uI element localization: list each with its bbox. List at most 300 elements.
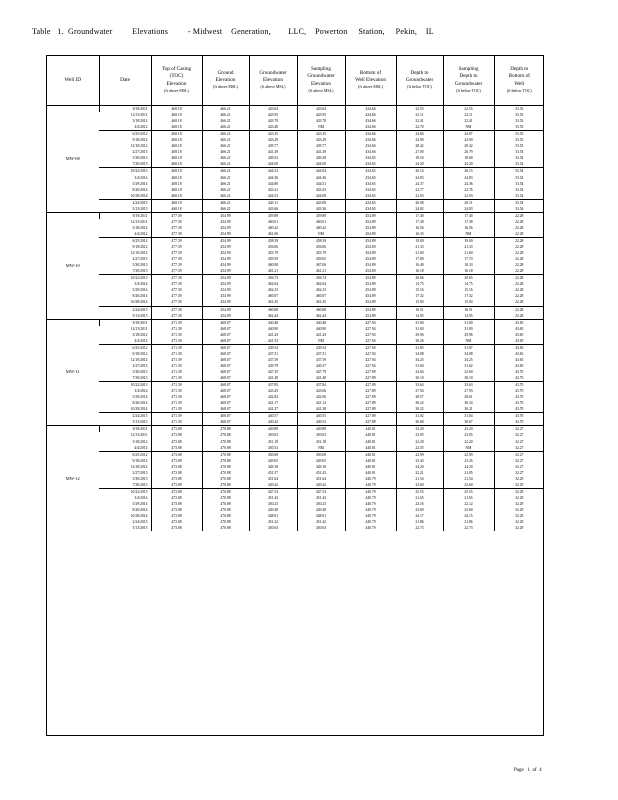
value-cell: 477.39 bbox=[151, 231, 202, 238]
value-cell: 466.21 bbox=[202, 106, 249, 113]
date-cell: 7/30/2013 bbox=[132, 376, 148, 381]
value-cell: 21.33 bbox=[443, 244, 494, 250]
value-cell: 21.60 bbox=[443, 250, 494, 256]
value-cell: 437.31 bbox=[297, 351, 345, 357]
value-cell: 450.53 bbox=[249, 445, 297, 452]
value-cell: 471.39 bbox=[151, 319, 202, 326]
value-cell: 470.88 bbox=[202, 513, 249, 519]
value-cell: 443.11 bbox=[249, 199, 297, 206]
value-cell: 466.21 bbox=[202, 206, 249, 213]
value-cell: 471.39 bbox=[151, 382, 202, 389]
value-cell: 22.03 bbox=[396, 193, 443, 200]
date-cell: 8/18/2011 bbox=[99, 426, 151, 433]
value-cell: 466.21 bbox=[202, 199, 249, 206]
value-cell: 473.08 bbox=[151, 525, 202, 531]
value-cell: 43.70 bbox=[494, 388, 544, 394]
value-cell: 440.79 bbox=[345, 519, 396, 525]
value-cell: 17.40 bbox=[443, 212, 494, 219]
value-cell: 441.53 bbox=[249, 338, 297, 345]
value-cell: 23.60 bbox=[443, 369, 494, 375]
value-cell: 443.64 bbox=[297, 106, 345, 113]
value-cell: 439.54 bbox=[297, 344, 345, 351]
value-cell: 468.07 bbox=[202, 406, 249, 413]
value-cell: 43.65 bbox=[494, 332, 544, 338]
value-cell: NM bbox=[297, 124, 345, 131]
value-cell: 459.88 bbox=[297, 212, 345, 219]
value-cell: 43.70 bbox=[494, 369, 544, 375]
value-cell: 440.48 bbox=[297, 319, 345, 326]
value-cell: 33.54 bbox=[494, 155, 544, 161]
value-cell: 441.43 bbox=[297, 332, 345, 338]
value-cell: 33.53 bbox=[494, 137, 544, 143]
value-cell: 460.07 bbox=[297, 293, 345, 299]
value-cell: 22.28 bbox=[494, 225, 544, 231]
value-cell: 468.07 bbox=[202, 382, 249, 389]
value-cell: 24.17 bbox=[396, 513, 443, 519]
date-cell: 5/30/2013 bbox=[132, 369, 148, 374]
value-cell: 441.49 bbox=[297, 149, 345, 155]
value-cell: 454.89 bbox=[345, 306, 396, 313]
col-header bbox=[396, 56, 443, 106]
value-cell: 462.23 bbox=[297, 287, 345, 293]
value-cell: 14.75 bbox=[443, 281, 494, 287]
value-cell: 22.11 bbox=[443, 112, 494, 118]
value-cell: 443.48 bbox=[249, 124, 297, 131]
date-cell: 12/10/2012 bbox=[130, 357, 148, 362]
value-cell: 458.39 bbox=[249, 237, 297, 244]
date-cell: 10/28/2014 bbox=[130, 514, 148, 519]
value-cell: 427.94 bbox=[345, 344, 396, 351]
value-cell: 468.07 bbox=[202, 375, 249, 382]
value-cell: 22.70 bbox=[396, 124, 443, 131]
value-cell: 24.84 bbox=[396, 131, 443, 138]
value-cell: 460.01 bbox=[249, 219, 297, 225]
date-cell: 12/10/2012 bbox=[130, 144, 148, 149]
value-cell: 470.88 bbox=[202, 445, 249, 452]
value-cell: 454.99 bbox=[202, 306, 249, 313]
value-cell: 22.28 bbox=[494, 244, 544, 250]
value-cell: 22.03 bbox=[443, 193, 494, 200]
value-cell: 29.96 bbox=[396, 332, 443, 338]
value-cell: 17.40 bbox=[396, 212, 443, 219]
value-cell: 471.39 bbox=[151, 369, 202, 375]
value-cell: 466.21 bbox=[202, 149, 249, 155]
col-header-label: Sampling Groundwater Elevation bbox=[307, 66, 335, 87]
value-cell: 19.00 bbox=[443, 237, 494, 244]
value-cell: 16.51 bbox=[396, 306, 443, 313]
value-cell: 470.88 bbox=[202, 464, 249, 470]
value-cell: 473.08 bbox=[151, 495, 202, 501]
value-cell: 441.37 bbox=[249, 406, 297, 413]
value-cell: 22.55 bbox=[443, 106, 494, 113]
value-cell: 468.18 bbox=[151, 106, 202, 113]
value-cell: 468.07 bbox=[202, 400, 249, 406]
date-cell: 6/25/2012 bbox=[99, 344, 151, 351]
date-cell: 8/18/2011 bbox=[99, 319, 151, 326]
date-cell: 3/4/2014 bbox=[134, 389, 148, 394]
value-cell: 33.53 bbox=[494, 118, 544, 124]
date-cell: 5/29/2014 bbox=[132, 288, 148, 293]
value-cell: 21.65 bbox=[396, 495, 443, 501]
value-cell: 15.94 bbox=[396, 299, 443, 306]
value-cell: 437.59 bbox=[249, 357, 297, 363]
value-cell: 23.05 bbox=[443, 432, 494, 438]
date-cell: 7/30/2013 bbox=[132, 269, 148, 274]
value-cell: 22.28 bbox=[494, 262, 544, 268]
date-cell: 2/24/2015 bbox=[99, 413, 151, 420]
col-header bbox=[202, 56, 249, 106]
value-cell: 442.82 bbox=[249, 394, 297, 400]
value-cell: 33.54 bbox=[494, 181, 544, 187]
value-cell: 477.39 bbox=[151, 237, 202, 244]
date-cell: 2/27/2013 bbox=[132, 470, 148, 475]
value-cell: 22.99 bbox=[396, 451, 443, 458]
value-cell: 470.88 bbox=[202, 432, 249, 438]
value-cell: 468.07 bbox=[202, 338, 249, 345]
value-cell: 477.39 bbox=[151, 219, 202, 225]
value-cell: 434.66 bbox=[345, 112, 396, 118]
value-cell: 14.75 bbox=[396, 281, 443, 287]
value-cell: 451.18 bbox=[297, 438, 345, 444]
value-cell: 43.65 bbox=[494, 363, 544, 369]
value-cell: 461.45 bbox=[297, 299, 345, 306]
table-body bbox=[47, 106, 544, 532]
value-cell: 33.63 bbox=[443, 382, 494, 389]
value-cell: 22.28 bbox=[494, 212, 544, 219]
value-cell: 468.18 bbox=[151, 137, 202, 143]
value-cell: 443.29 bbox=[297, 137, 345, 143]
value-cell: 444.04 bbox=[297, 168, 345, 175]
value-cell: 454.99 bbox=[202, 293, 249, 299]
value-cell: 24.90 bbox=[396, 137, 443, 143]
value-cell: 24.20 bbox=[443, 464, 494, 470]
value-cell: 471.39 bbox=[151, 400, 202, 406]
value-cell: 434.65 bbox=[345, 168, 396, 175]
date-cell: 6/25/2012 bbox=[99, 237, 151, 244]
col-header-unit: (ft above MSL) bbox=[358, 84, 383, 89]
value-cell: 34.25 bbox=[443, 357, 494, 363]
value-cell: 477.39 bbox=[151, 212, 202, 219]
value-cell: 24.36 bbox=[443, 181, 494, 187]
col-header-unit: (ft above MSL) bbox=[213, 84, 238, 89]
value-cell: 443.41 bbox=[249, 187, 297, 193]
date-cell: 4/4/2012 bbox=[134, 338, 148, 343]
value-cell: 449.65 bbox=[249, 458, 297, 464]
value-cell: NM bbox=[297, 338, 345, 345]
date-cell: 8/26/2014 bbox=[132, 401, 148, 406]
value-cell: 43.65 bbox=[494, 319, 544, 326]
value-cell: 439.54 bbox=[249, 344, 297, 351]
value-cell: 427.94 bbox=[345, 326, 396, 332]
col-header bbox=[345, 56, 396, 106]
value-cell: 454.89 bbox=[345, 293, 396, 299]
value-cell: 441.49 bbox=[249, 149, 297, 155]
value-cell: 440.79 bbox=[345, 525, 396, 531]
date-cell: 10/28/2014 bbox=[130, 193, 148, 198]
value-cell: 22.28 bbox=[494, 231, 544, 238]
value-cell: 22.28 bbox=[494, 256, 544, 262]
value-cell: 23.45 bbox=[443, 458, 494, 464]
value-cell: 454.99 bbox=[202, 281, 249, 287]
col-header bbox=[297, 56, 345, 106]
value-cell: 451.22 bbox=[249, 519, 297, 525]
value-cell: 454.89 bbox=[345, 212, 396, 219]
value-cell: 460.07 bbox=[249, 293, 297, 299]
date-cell: 5/13/2015 bbox=[132, 313, 148, 318]
date-cell: 3/4/2014 bbox=[134, 175, 148, 180]
date-cell: 5/30/2013 bbox=[132, 263, 148, 268]
value-cell: 434.66 bbox=[345, 106, 396, 113]
value-cell: 33.53 bbox=[494, 149, 544, 155]
value-cell: 440.79 bbox=[345, 476, 396, 482]
value-cell: 468.18 bbox=[151, 199, 202, 206]
value-cell: 466.21 bbox=[202, 168, 249, 175]
value-cell: 466.21 bbox=[202, 155, 249, 161]
date-cell: 10/22/2013 bbox=[99, 488, 151, 495]
date-cell: 8/18/2011 bbox=[99, 106, 151, 113]
value-cell: 454.99 bbox=[202, 299, 249, 306]
date-cell: 12/13/2011 bbox=[130, 326, 148, 331]
value-cell: 33.54 bbox=[494, 175, 544, 181]
value-cell: 471.39 bbox=[151, 394, 202, 400]
value-cell: 26.79 bbox=[443, 149, 494, 155]
value-cell: 434.66 bbox=[345, 131, 396, 138]
value-cell: 440.79 bbox=[345, 482, 396, 489]
value-cell: 22.76 bbox=[443, 187, 494, 193]
well-id: MW-11 bbox=[47, 319, 99, 426]
header-row bbox=[47, 56, 544, 106]
value-cell: 19.00 bbox=[396, 237, 443, 244]
value-cell: 427.94 bbox=[345, 319, 396, 326]
value-cell: 449.88 bbox=[249, 426, 297, 433]
value-cell: 43.65 bbox=[494, 344, 544, 351]
value-cell: 443.66 bbox=[249, 206, 297, 213]
value-cell: 468.18 bbox=[151, 112, 202, 118]
value-cell: 454.89 bbox=[345, 299, 396, 306]
value-cell: 31.02 bbox=[396, 413, 443, 420]
value-cell: 450.23 bbox=[297, 501, 345, 507]
value-cell: 434.66 bbox=[345, 118, 396, 124]
value-cell: 33.54 bbox=[494, 161, 544, 168]
col-header bbox=[249, 56, 297, 106]
value-cell: 461.06 bbox=[249, 231, 297, 238]
value-cell: 444.36 bbox=[249, 175, 297, 181]
value-cell: 460.42 bbox=[249, 225, 297, 231]
value-cell: 454.89 bbox=[345, 225, 396, 231]
value-cell: 15.94 bbox=[443, 299, 494, 306]
value-cell: 454.89 bbox=[345, 313, 396, 320]
value-cell: 456.74 bbox=[297, 275, 345, 282]
col-header-label: Bottom of Well Elevation bbox=[355, 69, 386, 83]
value-cell: 32.29 bbox=[494, 495, 544, 501]
date-cell: 9/18/2012 bbox=[132, 458, 148, 463]
value-cell: 25.55 bbox=[443, 488, 494, 495]
table-title: Table 1. Groundwater Elevations - Midwest Generation, LLC, Powerton Station, Pekin, IL bbox=[32, 27, 434, 36]
value-cell: 21.65 bbox=[443, 495, 494, 501]
value-cell: 444.36 bbox=[297, 175, 345, 181]
value-cell: 427.89 bbox=[345, 419, 396, 426]
value-cell: 427.94 bbox=[345, 357, 396, 363]
value-cell: 443.66 bbox=[297, 388, 345, 394]
value-cell: 454.89 bbox=[345, 287, 396, 293]
date-cell: 8/26/2014 bbox=[132, 508, 148, 513]
value-cell: 31.60 bbox=[396, 363, 443, 369]
value-cell: 16.51 bbox=[443, 306, 494, 313]
value-cell: 454.99 bbox=[202, 219, 249, 225]
value-cell: 468.07 bbox=[202, 319, 249, 326]
value-cell: 434.65 bbox=[345, 187, 396, 193]
value-cell: 468.07 bbox=[202, 419, 249, 426]
value-cell: 30.10 bbox=[396, 375, 443, 382]
value-cell: 33.53 bbox=[494, 143, 544, 149]
value-cell: 471.39 bbox=[151, 338, 202, 345]
value-cell: 427.89 bbox=[345, 369, 396, 375]
col-header-label: Sampling Depth to Groundwater bbox=[454, 66, 483, 87]
value-cell: 31.85 bbox=[396, 344, 443, 351]
value-cell: 466.21 bbox=[202, 175, 249, 181]
value-cell: 440.81 bbox=[345, 432, 396, 438]
value-cell: 450.63 bbox=[297, 525, 345, 531]
value-cell: 24.83 bbox=[396, 175, 443, 181]
value-cell: 460.90 bbox=[249, 262, 297, 268]
value-cell: 32.27 bbox=[494, 464, 544, 470]
value-cell: 468.18 bbox=[151, 149, 202, 155]
value-cell: 449.28 bbox=[297, 155, 345, 161]
value-cell: 449.48 bbox=[297, 507, 345, 513]
value-cell: 443.36 bbox=[297, 206, 345, 213]
value-cell: 14.95 bbox=[396, 313, 443, 320]
value-cell: 32.29 bbox=[494, 488, 544, 495]
value-cell: 16.33 bbox=[396, 231, 443, 238]
value-cell: 462.44 bbox=[249, 313, 297, 320]
value-cell: 460.88 bbox=[297, 306, 345, 313]
value-cell: 28.42 bbox=[396, 143, 443, 149]
date-cell: 5/13/2015 bbox=[132, 206, 148, 211]
date-cell: 7/30/2013 bbox=[132, 482, 148, 487]
value-cell: 21.54 bbox=[396, 476, 443, 482]
value-cell: 454.99 bbox=[202, 244, 249, 250]
col-header-unit: (ft above MSL) bbox=[260, 84, 286, 89]
value-cell: 26.08 bbox=[396, 199, 443, 206]
value-cell: 24.37 bbox=[396, 181, 443, 187]
value-cell: 15.16 bbox=[443, 287, 494, 293]
value-cell: 43.70 bbox=[494, 375, 544, 382]
value-cell: 468.18 bbox=[151, 168, 202, 175]
value-cell: 471.39 bbox=[151, 326, 202, 332]
value-cell: 32.27 bbox=[494, 438, 544, 444]
value-cell: 468.18 bbox=[151, 187, 202, 193]
date-cell: 2/24/2015 bbox=[99, 306, 151, 313]
value-cell: 461.21 bbox=[249, 268, 297, 275]
value-cell: 26.15 bbox=[443, 168, 494, 175]
value-cell: 444.52 bbox=[249, 168, 297, 175]
col-header-unit: (ft above MSL) bbox=[164, 87, 189, 93]
value-cell: 28.42 bbox=[443, 143, 494, 149]
value-cell: 33.53 bbox=[494, 124, 544, 131]
value-cell: 454.89 bbox=[345, 231, 396, 238]
value-cell: 454.99 bbox=[202, 287, 249, 293]
col-header-label: Depth to Bottom of Well bbox=[508, 66, 530, 87]
value-cell: 454.99 bbox=[202, 231, 249, 238]
value-cell: 440.55 bbox=[297, 413, 345, 420]
col-header bbox=[494, 56, 544, 106]
value-cell: 440.81 bbox=[345, 470, 396, 476]
col-header-label: Depth to Groundwater bbox=[405, 69, 434, 83]
value-cell: 43.70 bbox=[494, 413, 544, 420]
value-cell: 43.70 bbox=[494, 394, 544, 400]
value-cell: 439.77 bbox=[297, 143, 345, 149]
date-cell: 3/4/2014 bbox=[134, 495, 148, 500]
value-cell: 10.33 bbox=[443, 262, 494, 268]
value-cell: 477.39 bbox=[151, 306, 202, 313]
value-cell: 31.00 bbox=[396, 326, 443, 332]
value-cell: 468.07 bbox=[202, 357, 249, 363]
value-cell: 477.39 bbox=[151, 225, 202, 231]
value-cell: 33.53 bbox=[494, 112, 544, 118]
value-cell: 31.87 bbox=[443, 344, 494, 351]
value-cell: 440.90 bbox=[297, 326, 345, 332]
col-header-label: Well ID bbox=[64, 76, 81, 83]
value-cell: 434.66 bbox=[345, 137, 396, 143]
value-cell: 451.43 bbox=[297, 495, 345, 501]
value-cell: 454.89 bbox=[345, 256, 396, 262]
value-cell: 447.53 bbox=[249, 488, 297, 495]
value-cell: 454.89 bbox=[345, 237, 396, 244]
value-cell: 16.18 bbox=[396, 268, 443, 275]
value-cell: NM bbox=[443, 338, 494, 345]
value-cell: 443.95 bbox=[249, 112, 297, 118]
value-cell: 451.43 bbox=[249, 495, 297, 501]
value-cell: 20.66 bbox=[396, 275, 443, 282]
value-cell: 441.43 bbox=[249, 332, 297, 338]
value-cell: 22.28 bbox=[494, 293, 544, 299]
value-cell: 449.88 bbox=[297, 426, 345, 433]
value-cell: 451.43 bbox=[297, 470, 345, 476]
value-cell: 22.28 bbox=[494, 250, 544, 256]
groundwater-elevations-table bbox=[47, 56, 544, 531]
value-cell: 454.99 bbox=[202, 212, 249, 219]
value-cell: 468.18 bbox=[151, 206, 202, 213]
value-cell: 437.84 bbox=[297, 382, 345, 389]
value-cell: 455.79 bbox=[249, 250, 297, 256]
value-cell: 33.53 bbox=[494, 106, 544, 113]
value-cell: 440.79 bbox=[345, 488, 396, 495]
value-cell: 434.65 bbox=[345, 206, 396, 213]
value-cell: 440.90 bbox=[249, 326, 297, 332]
value-cell: 448.91 bbox=[249, 513, 297, 519]
value-cell: 434.65 bbox=[345, 181, 396, 187]
value-cell: 24.83 bbox=[443, 206, 494, 213]
value-cell: 427.89 bbox=[345, 382, 396, 389]
value-cell: 477.39 bbox=[151, 313, 202, 320]
value-cell: 470.88 bbox=[202, 519, 249, 525]
value-cell: 471.39 bbox=[151, 351, 202, 357]
value-cell: 450.03 bbox=[297, 432, 345, 438]
value-cell: 466.21 bbox=[202, 181, 249, 187]
value-cell: 22.77 bbox=[396, 187, 443, 193]
page-number: Page 1 of 4 bbox=[514, 768, 542, 773]
value-cell: 31.02 bbox=[443, 363, 494, 369]
date-cell: 5/29/2014 bbox=[132, 181, 148, 186]
value-cell: 21.33 bbox=[396, 244, 443, 250]
value-cell: 471.39 bbox=[151, 413, 202, 420]
col-header-unit: (ft below TOC) bbox=[407, 84, 432, 89]
value-cell: 24.83 bbox=[443, 175, 494, 181]
date-cell: 2/27/2013 bbox=[132, 257, 148, 262]
value-cell: 470.88 bbox=[202, 501, 249, 507]
value-cell: 470.88 bbox=[202, 507, 249, 513]
value-cell: 33.54 bbox=[494, 206, 544, 213]
